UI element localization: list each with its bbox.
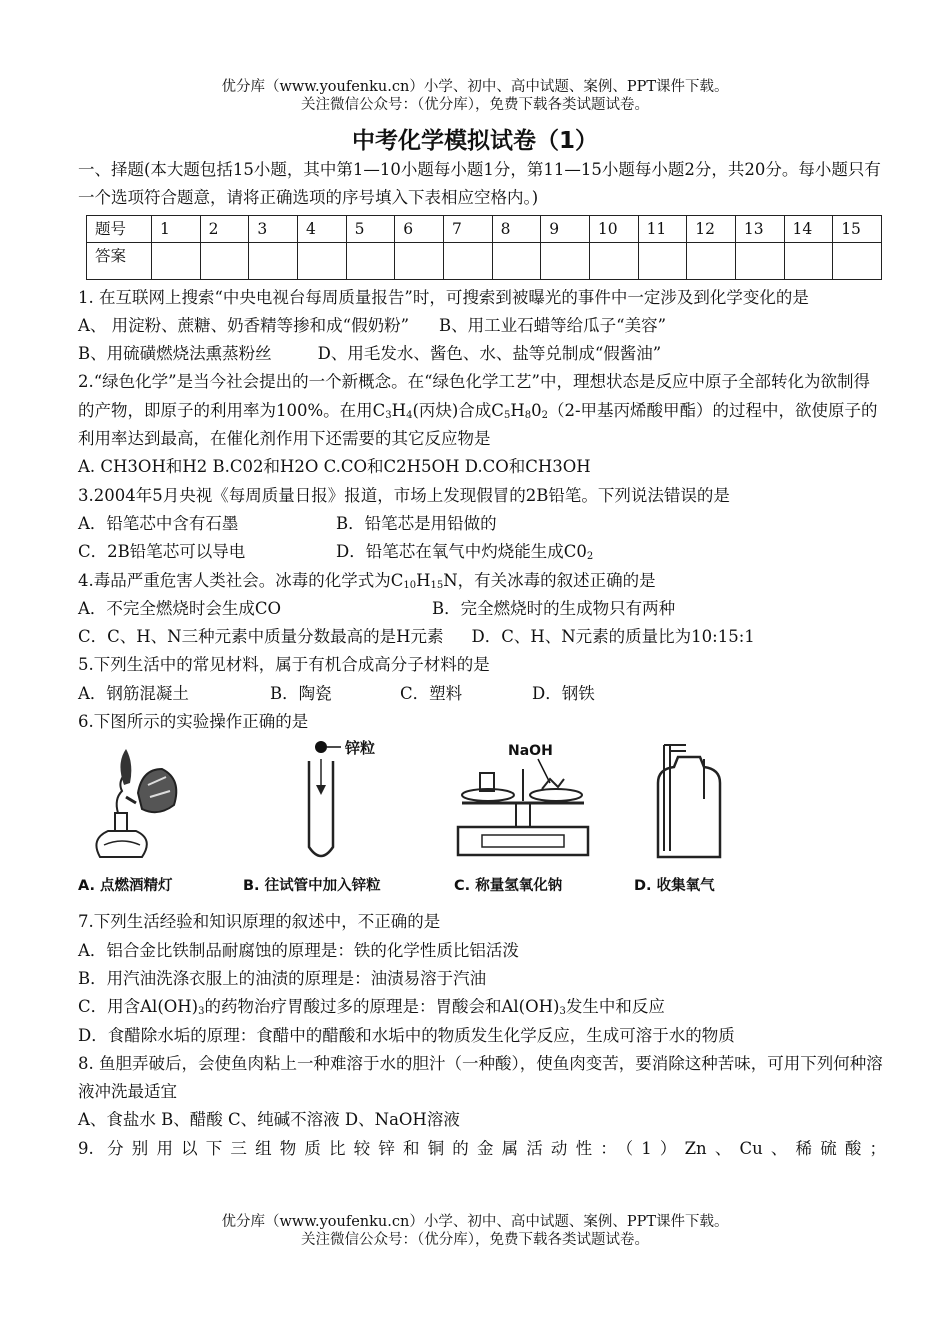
page-footer (0, 1213, 950, 1249)
option-b: B．陶瓷 (270, 683, 332, 703)
option-c: B、用硫磺燃烧法熏蒸粉丝 (78, 344, 272, 364)
question-7-option-d: D．食醋除水垢的原理：食醋中的醋酸和水垢中的物质发生化学反应，生成可溶于水的物质 (78, 1025, 735, 1045)
table-cell: 5 (346, 215, 395, 242)
question-1-options-cd (78, 340, 886, 368)
naoh-label: NaOH (508, 742, 553, 759)
question-5-options (78, 680, 886, 708)
balance-icon (454, 739, 594, 863)
table-cell: 11 (638, 215, 687, 242)
answer-cell[interactable] (395, 242, 444, 279)
question-3-stem: 3.2004年5月央视《每周质量日报》报道，市场上发现假冒的2B铅笔。下列说法错误的是 (78, 485, 730, 505)
answer-cell[interactable] (638, 242, 687, 279)
question-3-options-cd: C．2B铅笔芯可以导电 D．铅笔芯在氧气中灼烧能生成$C0_2$ (78, 538, 886, 566)
table-cell: 8 (492, 215, 541, 242)
option-d: D．钢铁 (532, 683, 595, 703)
table-cell: 1 (152, 215, 201, 242)
table-cell: 4 (297, 215, 346, 242)
answer-cell[interactable] (589, 242, 638, 279)
question-3-options-ab (78, 510, 886, 538)
question-7-stem: 7.下列生活经验和知识原理的叙述中，不正确的是 (78, 912, 441, 932)
footer-line-2: 关注微信公众号：（优分库），免费下载各类试题试卷。 (301, 1232, 649, 1248)
alcohol-lamp-icon (78, 739, 188, 863)
answer-table (86, 215, 882, 280)
question-2-stem: 2.“绿色化学”是当今社会提出的一个新概念。在“绿色化学工艺”中，理想状态是反应中原子全部转化为欲制得的产物，即原子的利用率为100%。在用$C_3H_4$(丙炔)合成$C_5H_80_2(2-$甲基丙烯酸甲酯）的过程中，欲使原子的利用率达到最高，在催化剂作用下还需要的其它反应物是 (78, 372, 878, 449)
section-intro: 一、择题(本大题包括15小题，其中第1—10小题每小题1分，第11—15小题每小题2分，共20分。每小题只有一个选项符合题意，请将正确选项的序号填入下表相应空格内。) (78, 160, 881, 208)
figure-b-caption: B. 往试管中加入锌粒 (243, 878, 381, 895)
answer-cell[interactable] (297, 242, 346, 279)
table-cell: 9 (541, 215, 590, 242)
question-2-options: A. CH3OH和H2 B.C02和H2O C.CO和C2H5OH D.CO和CH3OH (78, 457, 591, 477)
figure-d (634, 739, 744, 901)
question-8-stem: 8. 鱼胆弄破后，会使鱼肉粘上一种难溶于水的胆汁（一种酸），使鱼肉变苦，要消除这种苦味，可用下列何种溶液冲洗最适宜 (78, 1053, 883, 1102)
option-d: D．C、H、N元素的质量比为10:15:1 (471, 627, 755, 647)
table-cell: 13 (735, 215, 784, 242)
zinc-label: 锌粒 (345, 738, 376, 757)
table-cell: 15 (833, 215, 882, 242)
question-4-options-ab (78, 595, 886, 623)
question-6-stem: 6.下图所示的实验操作正确的是 (78, 712, 309, 732)
question-7-option-c: C．用含$Al(OH)_3$的药物治疗胃酸过多的原理是：胃酸会和$Al(OH)_3$发生中和反应 (78, 997, 665, 1018)
table-row-label: 答案 (87, 242, 152, 279)
question-9-stem: 9. 分别用以下三组物质比较锌和铜的金属活动性：（1）Zn、Cu、稀硫酸； (78, 1138, 886, 1158)
question-8-options: A、食盐水 B、醋酸 C、纯碱不溶液 D、NaOH溶液 (78, 1110, 460, 1130)
option-a: A、 用淀粉、蔗糖、奶香精等掺和成“假奶粉” (78, 315, 410, 335)
page-header (0, 78, 950, 114)
question-7-option-b: B．用汽油洗涤衣服上的油渍的原理是：油渍易溶于汽油 (78, 968, 487, 988)
option-d: D、用毛发水、酱色、水、盐等兑制成“假酱油” (317, 344, 662, 364)
table-row-label: 题号 (87, 215, 152, 242)
table-cell: 14 (784, 215, 833, 242)
test-tube-icon (243, 739, 393, 863)
question-1-options-ab (78, 312, 886, 340)
exam-content (78, 156, 886, 1163)
question-5-stem: 5.下列生活中的常见材料，属于有机合成高分子材料的是 (78, 655, 490, 675)
answer-cell[interactable] (541, 242, 590, 279)
header-line-2: 关注微信公众号：（优分库），免费下载各类试题试卷。 (301, 97, 649, 113)
question-7-option-a: A．铝合金比铁制品耐腐蚀的原理是：铁的化学性质比铝活泼 (78, 940, 519, 960)
question-4-options-cd (78, 623, 886, 651)
option-a: A．铅笔芯中含有石墨 (78, 513, 239, 533)
table-cell: 12 (687, 215, 736, 242)
header-line-1: 优分库（www.youfenku.cn）小学、初中、高中试题、案例、PPT课件下载。 (221, 79, 729, 95)
page-title: 中考化学模拟试卷（1） (351, 128, 598, 154)
answer-cell[interactable] (833, 242, 882, 279)
figure-a-caption: A. 点燃酒精灯 (78, 878, 173, 895)
answer-cell[interactable] (687, 242, 736, 279)
answer-cell[interactable] (735, 242, 784, 279)
option-c: C．C、H、N三种元素中质量分数最高的是H元素 (78, 627, 444, 647)
answer-cell[interactable] (200, 242, 249, 279)
figure-a (78, 739, 188, 901)
option-c: C．2B铅笔芯可以导电 (78, 542, 246, 562)
experiment-figures (78, 738, 886, 900)
question-4-stem: 4.毒品严重危害人类社会。冰毒的化学式为$C_{10}H_{15}N$，有关冰毒的叙述正确的是 (78, 570, 656, 591)
answer-cell[interactable] (443, 242, 492, 279)
figure-c-caption: C. 称量氢氧化钠 (454, 878, 563, 895)
option-a: A．钢筋混凝土 (78, 683, 189, 703)
gas-bottle-icon (634, 739, 744, 863)
answer-cell[interactable] (152, 242, 201, 279)
option-b: B．铅笔芯是用铅做的 (336, 513, 497, 533)
figure-d-caption: D. 收集氧气 (634, 878, 715, 895)
answer-cell[interactable] (249, 242, 298, 279)
table-cell: 7 (443, 215, 492, 242)
figure-c (454, 739, 594, 901)
table-cell: 10 (589, 215, 638, 242)
footer-line-1: 优分库（www.youfenku.cn）小学、初中、高中试题、案例、PPT课件下载。 (221, 1214, 729, 1230)
option-b: B、用工业石蜡等给瓜子“美容” (439, 315, 667, 335)
answer-cell[interactable] (784, 242, 833, 279)
option-a: A．不完全燃烧时会生成CO (78, 598, 282, 618)
table-cell: 3 (249, 215, 298, 242)
option-d: D．铅笔芯在氧气中灼烧能生成C0 (336, 542, 587, 562)
figure-b (243, 739, 393, 901)
option-b: B．完全燃烧时的生成物只有两种 (432, 598, 676, 618)
answer-cell[interactable] (346, 242, 395, 279)
table-cell: 2 (200, 215, 249, 242)
answer-cell[interactable] (492, 242, 541, 279)
question-1-stem: 1. 在互联网上搜索“中央电视台每周质量报告”时，可搜索到被曝光的事件中一定涉及到化学变化的是 (78, 287, 809, 307)
option-c: C．塑料 (400, 683, 463, 703)
table-cell: 6 (395, 215, 444, 242)
